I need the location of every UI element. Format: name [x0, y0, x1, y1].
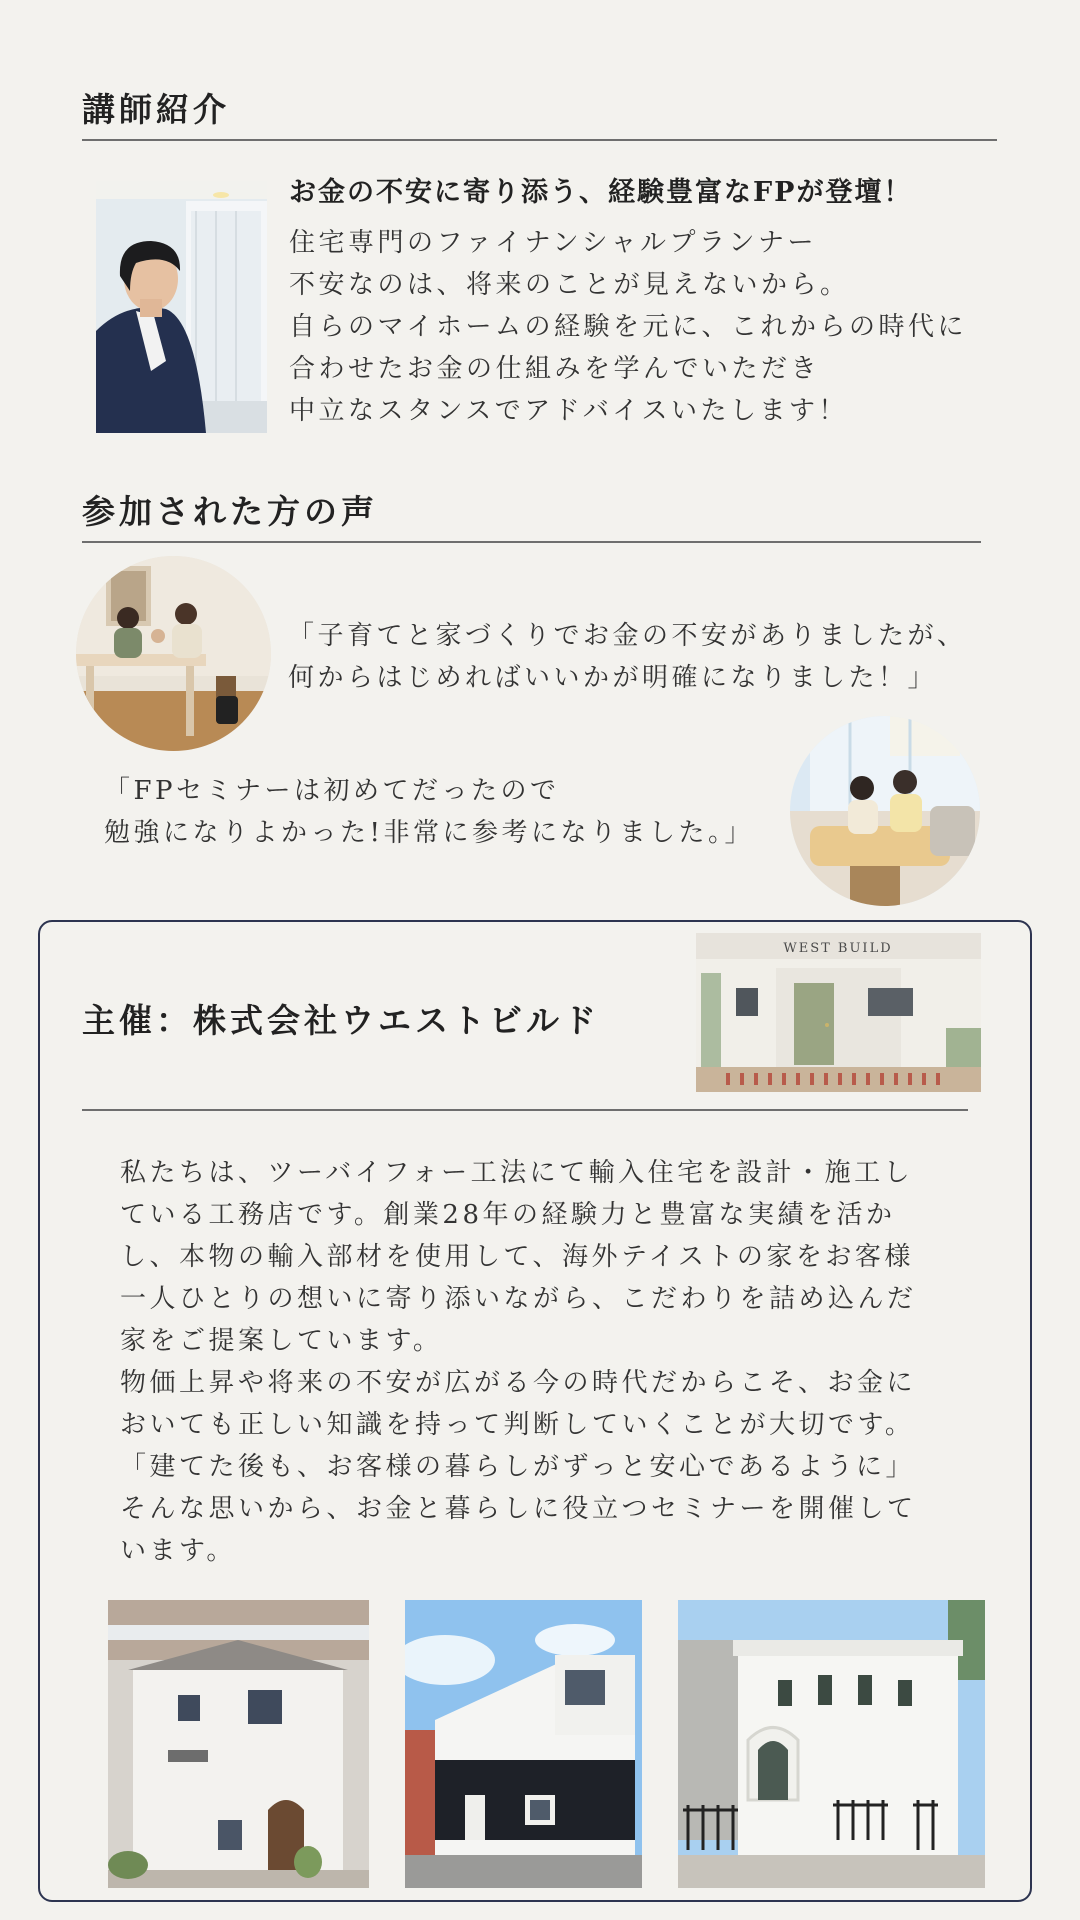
organizer-heading-rule	[82, 1109, 968, 1111]
voice-quote-line: 勉強になりよかった!非常に参考になりました。」	[104, 818, 754, 848]
gallery-house-photo-2	[405, 1600, 642, 1888]
storefront-sign: WEST BUILD	[783, 941, 893, 956]
organizer-description-line: し、本物の輸入部材を使用して、海外テイストの家をお客様	[120, 1242, 914, 1272]
voice-quote-2	[104, 770, 754, 854]
organizer-description-line: 「建てた後も、お客様の暮らしがずっと安心であるように」	[120, 1452, 915, 1482]
voice-quote-line: 何からはじめればいいかが明確になりました！」	[288, 663, 938, 693]
organizer-description-line: ている工務店です。創業28年の経験力と豊富な実績を活か	[120, 1200, 896, 1230]
voice-quote-line: 「子育てと家づくりでお金の不安がありましたが、	[288, 621, 967, 651]
gallery-house-photo-1	[108, 1600, 369, 1888]
voice-quote-line: 「FPセミナーは初めてだったので	[104, 776, 560, 806]
instructor-catchphrase: お金の不安に寄り添う、経験豊富なFPが登壇！	[289, 177, 913, 208]
voice-photo-couple	[790, 716, 980, 906]
organizer-description-line: そんな思いから、お金と暮らしに役立つセミナーを開催して	[120, 1494, 917, 1524]
organizer-storefront-photo	[696, 933, 981, 1092]
voice-quote-1	[288, 615, 967, 699]
organizer-description-line: 一人ひとりの想いに寄り添いながら、こだわりを詰め込んだ	[120, 1284, 917, 1314]
instructor-heading-rule	[82, 139, 997, 141]
organizer-description-line: 家をご提案しています。	[120, 1326, 443, 1356]
instructor-heading: 講師紹介	[82, 90, 230, 129]
organizer-description-line: います。	[120, 1536, 236, 1566]
voice-photo-family	[76, 556, 271, 751]
instructor-bio-line: 不安なのは、将来のことが見えないから。	[289, 270, 850, 300]
instructor-bio-line: 中立なスタンスでアドバイスいたします！	[289, 396, 848, 426]
organizer-heading: 主催：株式会社ウエストビルド	[82, 1001, 600, 1040]
instructor-bio-line: 住宅専門のファイナンシャルプランナー	[289, 228, 818, 258]
gallery-house-photo-3	[678, 1600, 985, 1888]
instructor-bio-line: 自らのマイホームの経験を元に、これからの時代に	[289, 312, 967, 342]
instructor-photo	[96, 181, 267, 433]
instructor-bio	[289, 222, 967, 432]
organizer-description-line: 私たちは、ツーバイフォー工法にて輸入住宅を設計・施工し	[120, 1158, 914, 1188]
organizer-description-line: おいても正しい知識を持って判断していくことが大切です。	[120, 1410, 915, 1440]
instructor-bio-line: 合わせたお金の仕組みを学んでいただき	[289, 354, 821, 384]
voices-heading-rule	[82, 541, 981, 543]
organizer-description	[120, 1152, 960, 1572]
voices-heading: 参加された方の声	[82, 492, 378, 531]
organizer-description-line: 物価上昇や将来の不安が広がる今の時代だからこそ、お金に	[120, 1368, 916, 1398]
